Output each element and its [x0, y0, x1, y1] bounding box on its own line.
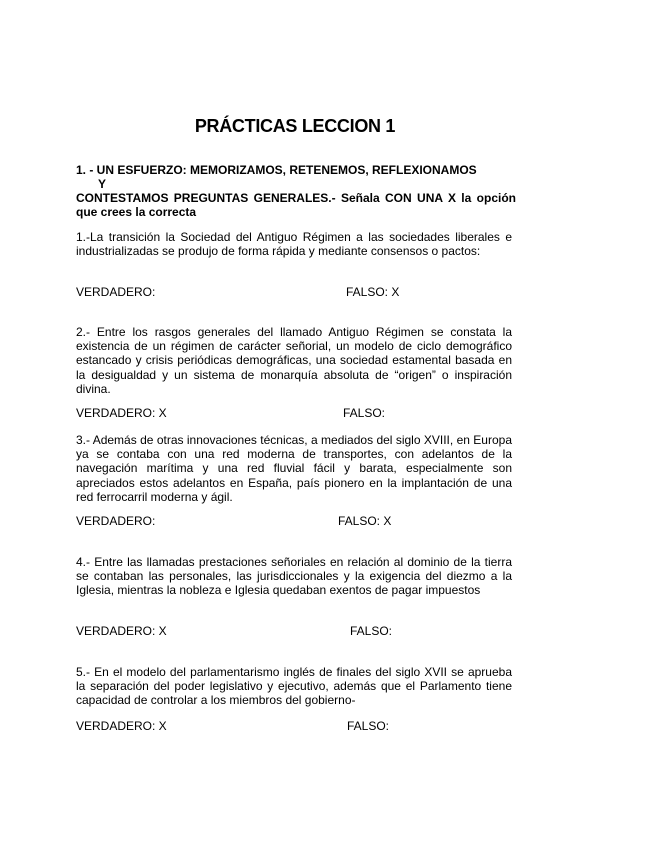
question-3-falso: FALSO: X	[338, 514, 392, 528]
question-4-falso: FALSO:	[350, 624, 393, 638]
question-5-answers	[76, 719, 516, 734]
question-4-answers	[76, 624, 516, 639]
question-1-answers	[76, 285, 516, 300]
question-4-verdadero: VERDADERO: X	[76, 624, 167, 638]
question-5-verdadero: VERDADERO: X	[76, 719, 167, 733]
question-5-falso: FALSO:	[347, 719, 390, 733]
question-3-answers	[76, 514, 516, 529]
question-3-verdadero: VERDADERO:	[76, 514, 156, 528]
question-2-verdadero: VERDADERO: X	[76, 406, 167, 420]
instructions-line-1: 1. - UN ESFUERZO: MEMORIZAMOS, RETENEMOS, REFLEXIONAMOS	[76, 163, 477, 177]
question-4-text: 4.- Entre las llamadas prestaciones señoriales en relación al dominio de la tierra se contaban las personales, las jurisdiccionales y la exigencia del diezmo a la Iglesia, mientras la nobleza e Iglesia quedaban exentos de pagar impuestos	[76, 555, 512, 598]
question-2-falso: FALSO:	[343, 406, 386, 420]
question-3-text: 3.- Además de otras innovaciones técnicas, a mediados del siglo XVIII, en Europa ya se contaba con una red moderna de transportes, con adelantos de la navegación marítima y una red fluvial fácil y barata, especialmente son apreciados estos adelantos en España, país pionero en la implantación de una red ferrocarril moderna y ágil.	[76, 433, 512, 504]
question-1-falso: FALSO: X	[346, 285, 400, 299]
question-1-text: 1.-La transición la Sociedad del Antiguo Régimen a las sociedades liberales e industrializadas se produjo de forma rápida y mediante consensos o pactos:	[76, 230, 512, 259]
instructions-text: CONTESTAMOS PREGUNTAS GENERALES.- Señala CON UNA X la opción que crees la correcta	[76, 191, 516, 219]
page-title: PRÁCTICAS LECCION 1	[194, 116, 396, 136]
question-2-answers	[76, 406, 516, 421]
question-2-text: 2.- Entre los rasgos generales del llamado Antiguo Régimen se constata la existencia de un régimen de carácter señorial, un modelo de ciclo demográfico estancado y crisis periódicas demográficas, una sociedad estamental basada en la desigualdad y un sistema de monarquía absoluta de “origen” o inspiración divina.	[76, 325, 512, 396]
question-5-text: 5.- En el modelo del parlamentarismo inglés de finales del siglo XVII se aprueba la separación del poder legislativo y ejecutivo, además que el Parlamento tiene capacidad de controlar a los miembros del gobierno-	[76, 665, 512, 708]
question-1-verdadero: VERDADERO:	[76, 285, 156, 299]
instructions-line-2: Y	[98, 177, 107, 191]
instructions	[76, 163, 516, 219]
